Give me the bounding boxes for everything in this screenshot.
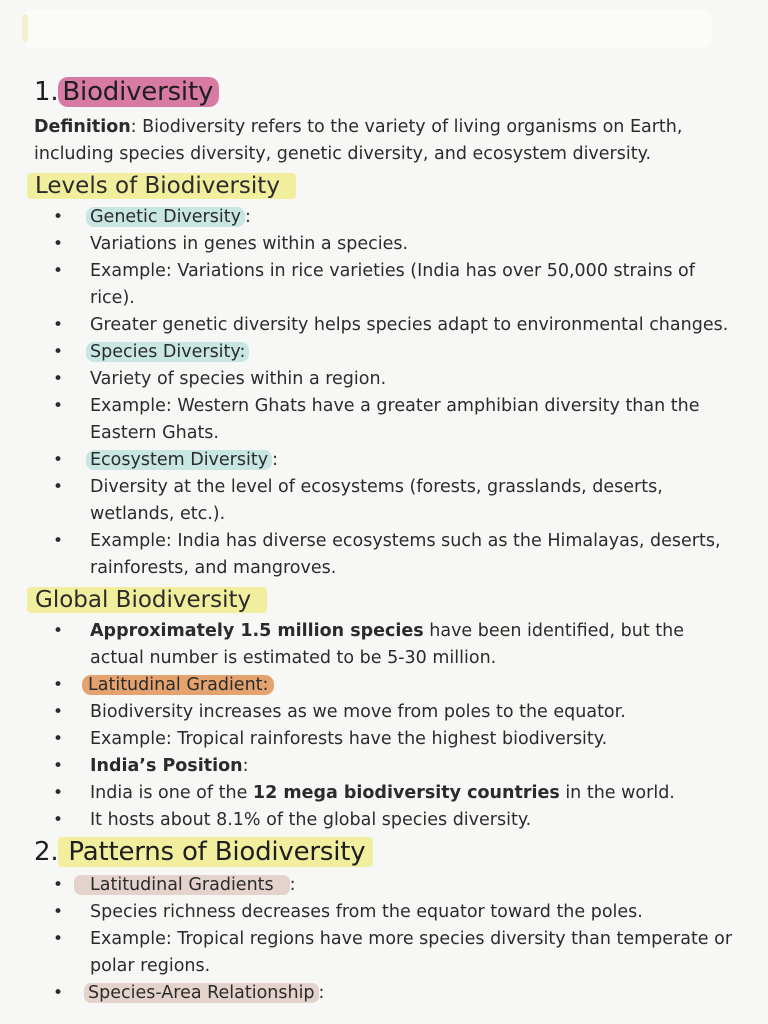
list-item-text: Diversity at the level of ecosystems (forests, grasslands, deserts, wetlands, etc.). (90, 477, 663, 524)
latitudinal-gradient-label: Latitudinal Gradient: (82, 675, 274, 695)
section-2-heading (34, 834, 768, 870)
list-item (0, 726, 768, 753)
list-item (0, 447, 768, 474)
latitudinal-gradients-label: Latitudinal Gradients (74, 875, 290, 895)
global-heading (27, 584, 768, 616)
species-diversity-label: Species Diversity: (86, 342, 249, 362)
global-list (0, 618, 768, 834)
list-item (0, 366, 768, 393)
list-item (0, 807, 768, 834)
list-item-text: It hosts about 8.1% of the global species diversity. (90, 810, 532, 830)
list-item (0, 312, 768, 339)
list-item-text: Example: India has diverse ecosystems such as the Himalayas, deserts, rainforests, and mangroves. (90, 531, 721, 578)
bullet: • (53, 396, 64, 416)
bullet: • (53, 531, 64, 551)
list-item (0, 980, 768, 1007)
list-item (0, 699, 768, 726)
bullet: • (53, 261, 64, 281)
bullet: • (53, 315, 64, 335)
section-1-number: 1. (34, 77, 59, 107)
list-item-text: Species richness decreases from the equator toward the poles. (90, 902, 643, 922)
list-item-text: have been identified, but the actual number is estimated to be 5-30 million. (90, 621, 684, 668)
list-item-text: : (289, 875, 296, 895)
list-item (0, 753, 768, 780)
top-bar (22, 10, 712, 48)
top-bar-marker (22, 14, 28, 42)
section-2-title: Patterns of Biodiversity (58, 837, 373, 867)
bullet: • (53, 929, 64, 949)
bullet: • (53, 234, 64, 254)
notes-page (0, 74, 768, 1007)
list-item (0, 474, 768, 528)
list-item-text: Variety of species within a region. (90, 369, 387, 389)
section-1-heading (34, 74, 768, 110)
list-item-text: : (244, 207, 251, 227)
list-item-text: Example: Western Ghats have a greater amphibian diversity than the Eastern Ghats. (90, 396, 700, 443)
list-item (0, 393, 768, 447)
list-item-text: Example: Variations in rice varieties (India has over 50,000 strains of rice). (90, 261, 695, 308)
bullet: • (53, 875, 64, 895)
list-item (0, 231, 768, 258)
bullet: • (53, 702, 64, 722)
bullet: • (53, 756, 64, 776)
bullet: • (53, 207, 64, 227)
bullet: • (53, 675, 64, 695)
bullet: • (53, 342, 64, 362)
section-2-number: 2. (34, 837, 59, 867)
patterns-list (0, 872, 768, 1007)
india-position-bold: India’s Position (90, 756, 243, 776)
levels-heading-text: Levels of Biodiversity (27, 173, 296, 199)
bullet: • (53, 983, 64, 1003)
list-item-text: India is one of the (90, 783, 253, 803)
levels-heading (27, 170, 768, 202)
list-item (0, 618, 768, 672)
list-item (0, 780, 768, 807)
list-item (0, 872, 768, 899)
list-item-text: : (242, 756, 249, 776)
bullet: • (53, 450, 64, 470)
list-item (0, 528, 768, 582)
list-item (0, 339, 768, 366)
bullet: • (53, 621, 64, 641)
mega-countries-bold: 12 mega biodiversity countries (252, 783, 560, 803)
bullet: • (53, 477, 64, 497)
list-item (0, 258, 768, 312)
bullet: • (53, 729, 64, 749)
list-item-text: Variations in genes within a species. (90, 234, 409, 254)
ecosystem-diversity-label: Ecosystem Diversity (86, 450, 272, 470)
species-count-bold: Approximately 1.5 million species (90, 621, 424, 641)
bullet: • (53, 810, 64, 830)
list-item (0, 204, 768, 231)
bullet: • (53, 902, 64, 922)
section-1-title: Biodiversity (58, 77, 219, 107)
list-item-text: Greater genetic diversity helps species adapt to environmental changes. (90, 315, 729, 335)
list-item-text: Biodiversity increases as we move from poles to the equator. (90, 702, 626, 722)
list-item (0, 926, 768, 980)
list-item-text: Example: Tropical regions have more species diversity than temperate or polar regions. (90, 929, 733, 976)
list-item-text: : (272, 450, 278, 470)
definition-label: Definition (34, 117, 131, 137)
bullet: • (53, 783, 64, 803)
levels-list (0, 204, 768, 582)
list-item (0, 672, 768, 699)
definition-text: : Biodiversity refers to the variety of living organisms on Earth, including species diversity, genetic diversity, and ecosystem diversity. (34, 117, 683, 164)
list-item (0, 899, 768, 926)
bullet: • (53, 369, 64, 389)
global-heading-text: Global Biodiversity (27, 587, 267, 613)
list-item-text: Example: Tropical rainforests have the highest biodiversity. (90, 729, 608, 749)
species-area-label: Species-Area Relationship (84, 983, 319, 1003)
list-item-text: : (318, 983, 325, 1003)
definition-paragraph (34, 114, 728, 168)
list-item-text: in the world. (559, 783, 675, 803)
genetic-diversity-label: Genetic Diversity (86, 207, 245, 227)
